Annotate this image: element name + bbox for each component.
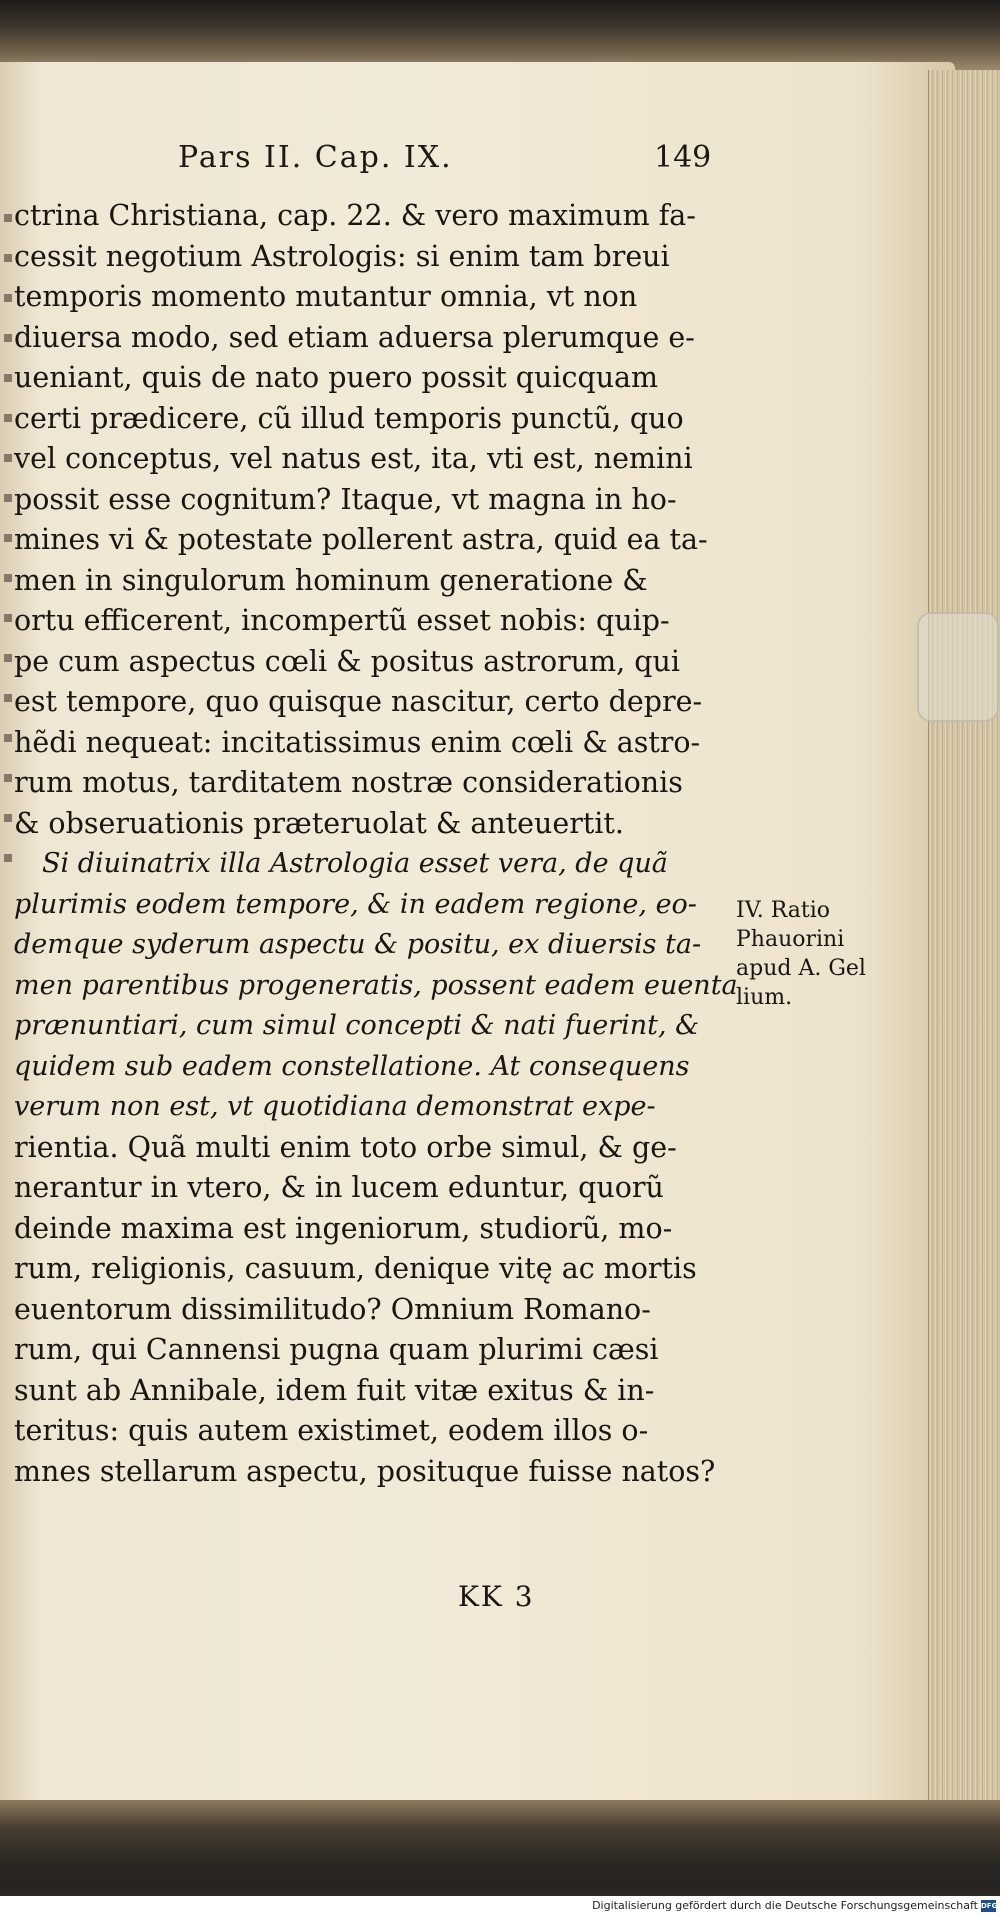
text-line: cessit negotium Astrologis: si enim tam breui [14,239,670,273]
text-line-italic: plurimis eodem tempore, & in eadem regione, eo- [14,888,697,920]
text-line-italic: prænuntiari, cum simul concepti & nati fuerint, & [14,1010,700,1041]
text-line: ueniant, quis de nato puero possit quicquam [14,361,659,394]
book-top-edge [0,0,1000,70]
text-line-italic: men parentibus progeneratis, possent eadem euenta [14,969,738,1001]
footer-bar [0,1896,1000,1918]
text-line-italic: quidem sub eadem constellatione. At consequens [14,1050,690,1082]
marginal-note-line: apud A. Gel [736,956,866,981]
text-line: teritus: quis autem existimet, eodem illos o- [14,1414,649,1447]
dfg-logo-icon: DFG [981,1902,998,1910]
text-line: mnes stellarum aspectu, posituque fuisse natos? [14,1454,716,1488]
text-line: diuersa modo, sed etiam aduersa plerumque e- [14,320,695,354]
body-text [14,196,738,1492]
text-line-italic: demque syderum aspectu & positu, ex diuersis ta- [14,929,702,960]
text-line: ctrina Christiana, cap. 22. & vero maximum fa- [14,199,696,232]
gutter-ink-marks [4,200,12,880]
text-line: rum, religionis, casuum, denique vitę ac mortis [14,1252,697,1285]
text-line: temporis momento mutantur omnia, vt non [14,280,638,313]
text-line: pe cum aspectus cœli & positus astrorum, qui [14,644,680,678]
text-line: & obseruationis præteruolat & anteuertit. [14,806,624,840]
text-line: euentorum dissimilitudo? Omnium Romano- [14,1292,651,1326]
page-stack-edge [928,70,1000,1805]
page-number: 149 [654,140,712,175]
signature-mark: KK 3 [458,1580,535,1613]
digitization-credit: Digitalisierung gefördert durch die Deutsche Forschungsgemeinschaft [592,1899,978,1912]
text-line: sunt ab Annibale, idem fuit vitæ exitus & in- [14,1373,655,1407]
text-line: vel conceptus, vel natus est, ita, vti est, nemini [14,442,693,475]
page-clip [917,612,999,722]
text-line: certi prædicere, cũ illud temporis punctũ, quo [14,401,684,435]
text-line: possit esse cognitum? Itaque, vt magna in ho- [14,482,677,516]
text-line: rum motus, tarditatem nostræ considerationis [14,766,683,799]
text-line: ortu efficerent, incompertũ esset nobis: quip- [14,604,670,637]
text-line: est tempore, quo quisque nascitur, certo depre- [14,685,703,718]
book-bottom-edge [0,1800,1000,1890]
text-line: men in singulorum hominum generatione & [14,563,648,597]
running-head: Pars II. Cap. IX. [178,140,453,175]
text-line: deinde maxima est ingeniorum, studiorũ, mo- [14,1211,673,1245]
text-line: hẽdi nequeat: incitatissimus enim cœli & astro- [14,725,701,759]
marginal-note-line: IV. Ratio [736,898,831,923]
text-line: nerantur in vtero, & in lucem eduntur, quorũ [14,1171,664,1204]
marginal-note [736,896,916,1012]
text-line: rientia. Quã multi enim toto orbe simul, & ge- [14,1130,677,1164]
marginal-note-line: Phauorini [736,927,845,952]
text-line-italic: verum non est, vt quotidiana demonstrat expe- [14,1091,656,1122]
text-line-italic: Si diuinatrix illa Astrologia esset vera, de quã [42,848,668,879]
text-line: mines vi & potestate pollerent astra, quid ea ta- [14,523,708,556]
text-line: rum, qui Cannensi pugna quam plurimi cæsi [14,1333,659,1366]
marginal-note-line: lium. [736,985,793,1010]
